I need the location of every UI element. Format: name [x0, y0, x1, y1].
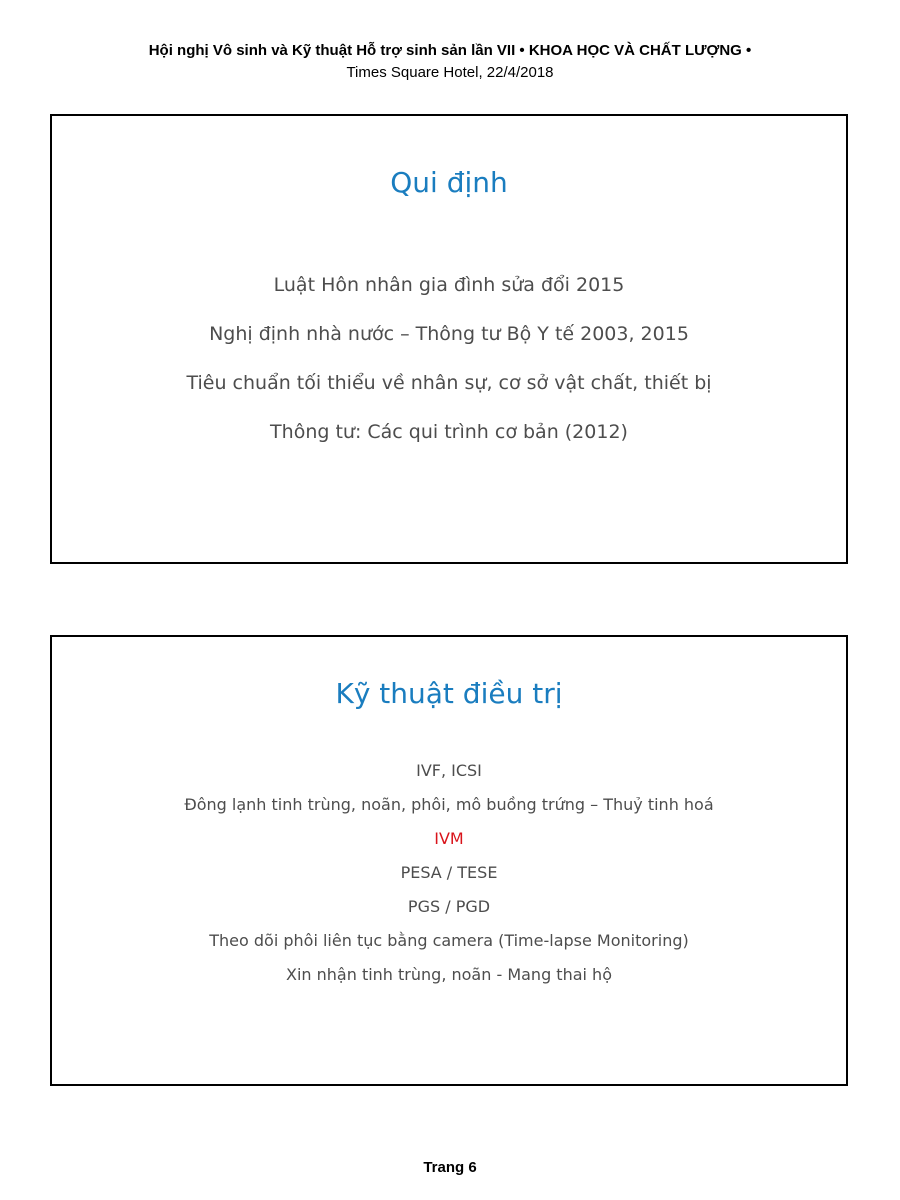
page-header — [0, 40, 900, 84]
slide-treatment-techniques — [50, 635, 848, 1086]
page-number: Trang 6 — [423, 1159, 477, 1176]
list-item: Đông lạnh tinh trùng, noãn, phôi, mô buồng trứng – Thuỷ tinh hoá — [184, 795, 714, 814]
conference-title: Hội nghị Vô sinh và Kỹ thuật Hỗ trợ sinh sản lần VII • KHOA HỌC VÀ CHẤT LƯỢNG • — [148, 42, 752, 59]
list-item: Luật Hôn nhân gia đình sửa đổi 2015 — [273, 274, 625, 296]
list-item: PESA / TESE — [400, 863, 498, 882]
list-item: Xin nhận tinh trùng, noãn - Mang thai hộ — [286, 965, 612, 984]
slide-regulations — [50, 114, 848, 564]
list-item-highlighted: IVM — [434, 829, 464, 848]
list-item: IVF, ICSI — [416, 761, 482, 780]
slide-item-list — [52, 272, 846, 468]
conference-venue-date: Times Square Hotel, 22/4/2018 — [346, 64, 554, 81]
slide-title: Kỹ thuật điều trị — [335, 677, 563, 710]
list-item: Thông tư: Các qui trình cơ bản (2012) — [270, 421, 628, 443]
list-item: Theo dõi phôi liên tục bằng camera (Time-lapse Monitoring) — [209, 931, 689, 950]
slide-title: Qui định — [390, 166, 508, 199]
list-item: Tiêu chuẩn tối thiểu về nhân sự, cơ sở vật chất, thiết bị — [186, 372, 712, 394]
slide-item-list — [52, 759, 846, 997]
list-item: PGS / PGD — [407, 897, 491, 916]
list-item: Nghị định nhà nước – Thông tư Bộ Y tế 2003, 2015 — [209, 323, 689, 345]
